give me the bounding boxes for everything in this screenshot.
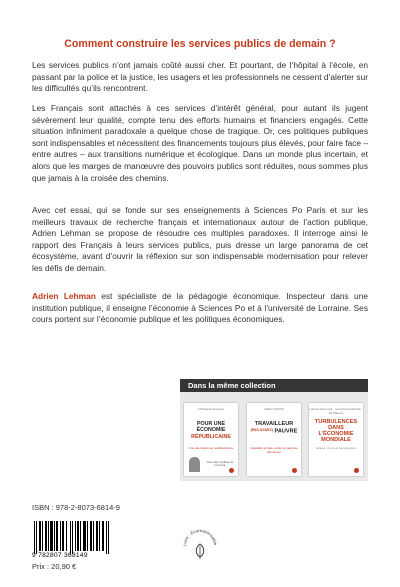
- book-subtitle: Une alternative au néolibéralisme: [188, 446, 234, 450]
- publisher-dot-icon: [292, 468, 297, 473]
- book-author: Ludovic Desmedt · Jean-Pascal Dérain · Ed Manent: [309, 407, 363, 415]
- author-bio-text: est spécialiste de la pédagogie économique. Inspecteur dans une institution publique, il enseigne l’économie à Sciences Po et à l’université de Lorraine. Ses cours portent sur l’économie publique et les politiques économiques.: [32, 291, 368, 325]
- book-cover-economie-republicaine: [184, 403, 238, 476]
- book-subtitle: Inégalités et lutte contre la pauvreté laborieuse: [250, 446, 298, 454]
- isbn: ISBN : 978-2-8073-6814-9: [32, 503, 120, 512]
- publisher-dot-icon: [229, 468, 234, 473]
- book-title: [250, 421, 298, 435]
- book-title-line1: POUR UNE ÉCONOMIE: [196, 421, 226, 434]
- book-title-inline: (PAS ASSEZ): [250, 428, 273, 433]
- book-title-line2: RÉPUBLICAINE: [191, 433, 231, 440]
- book-title: TURBULENCES DANS L’ÉCONOMIE MONDIALE: [314, 419, 358, 444]
- collection-header: Dans la même collection: [180, 379, 368, 392]
- author-name: Adrien Lehman: [32, 291, 96, 301]
- eco-publisher-logo-icon: [180, 526, 220, 566]
- book-title: [187, 421, 235, 440]
- book-tag: Aider enfin la politique de l’économie: [206, 461, 234, 467]
- barcode-digits: 9 782807 368149: [32, 552, 88, 559]
- barcode-icon: [32, 521, 112, 554]
- book-author: Gilbert CETTE: [264, 407, 284, 411]
- book-cover-turbulences: [309, 403, 363, 476]
- price: Prix : 20,90 €: [32, 562, 77, 571]
- paragraph-essay: Avec cet essai, qui se fonde sur ses enseignements à Sciences Po Paris et sur les meilleurs travaux de recherche français et internationaux autour de l’action publique, Adrien Lehman se propose de résoudre ces multiples paradoxes. Il interroge ainsi le rapport des Français à leurs services publics, puis dresse un large panorama de cet écosystème, avant d’ouvrir la réflexion sur son indispensable modernisation pour relever les défis de demain.: [32, 205, 368, 273]
- author-photo: [189, 457, 200, 472]
- back-cover-heading: Comment construire les services publics de demain ?: [64, 38, 336, 50]
- paragraph-intro: Les services publics n’ont jamais coûté aussi cher. Et pourtant, de l’hôpital à l’école, en passant par la police et la justice, les usagers et les professionnels ne cessent d’alerter sur les difficultés qu’ils rencontrent.: [32, 60, 368, 94]
- book-title-line2: PAUVRE: [274, 428, 298, 435]
- book-cover-travailleur-pauvre: [247, 403, 301, 476]
- logo-text: Livre · Écoresponsable: [181, 527, 219, 547]
- book-title-line1: TRAVAILLEUR: [254, 421, 294, 427]
- book-author: Christophe Ramaux: [197, 407, 225, 411]
- book-subtitle: Enjeux, chocs et perspectives: [316, 446, 356, 450]
- author-bio: [32, 291, 368, 326]
- same-collection-panel: [180, 379, 368, 481]
- publisher-dot-icon: [354, 468, 359, 473]
- paragraph-context: Les Français sont attachés à ces services d’intérêt général, pour autant ils jugent sévèrement leur qualité, compte tenu des efforts humains et financiers engagés. Cette situation infiniment paradoxale a quelque chose de tragique. Or, ces politiques publiques sont indispensables et nécessitent des financements toujours plus élevés, pour faire face – entre autres – aux transitions numérique et écologique. Dans un monde plus incertain, et alors que les marges de manœuvre des pouvoirs publics sont réduites, nous sommes plus que jamais à la croisée des chemins.: [32, 103, 368, 183]
